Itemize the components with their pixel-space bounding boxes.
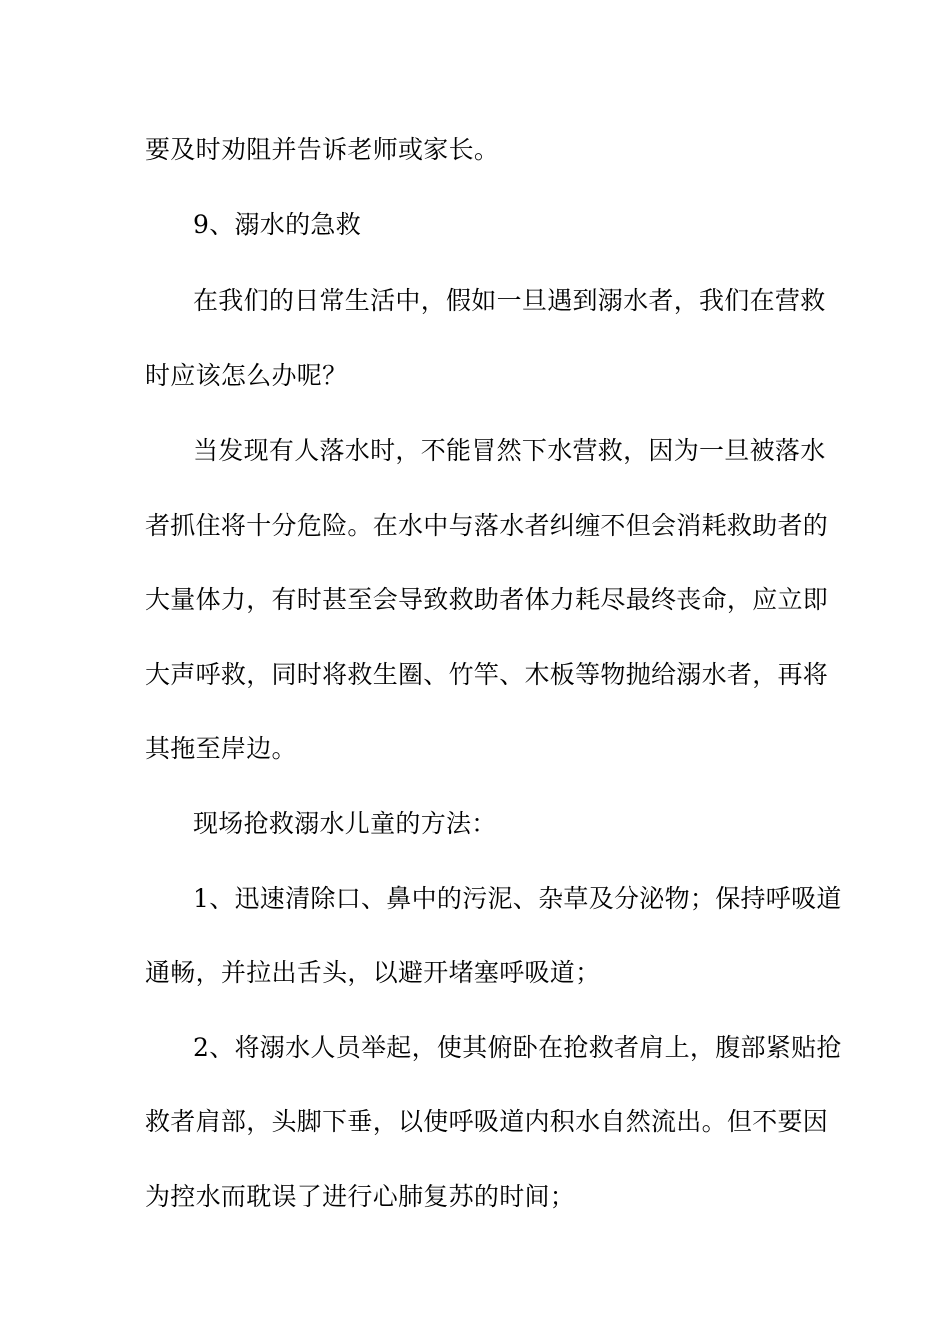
paragraph-line: 在我们的日常生活中，假如一旦遇到溺水者，我们在营救 xyxy=(193,286,826,315)
paragraph-line: 要及时劝阻并告诉老师或家长。 xyxy=(145,135,500,164)
list-item-continuation: 救者肩部，头脚下垂，以使呼吸道内积水自然流出。但不要因 xyxy=(145,1107,829,1136)
paragraph-line: 大声呼救，同时将救生圈、竹竿、木板等物抛给溺水者，再将 xyxy=(145,660,829,689)
section-heading: 9、溺水的急救 xyxy=(193,210,362,239)
list-item: 2、将溺水人员举起，使其俯卧在抢救者肩上，腹部紧贴抢 xyxy=(193,1033,842,1062)
list-item-continuation: 为控水而耽误了进行心肺复苏的时间； xyxy=(145,1182,576,1211)
paragraph-line: 时应该怎么办呢？ xyxy=(145,361,348,390)
paragraph-line: 其拖至岸边。 xyxy=(145,734,297,763)
paragraph-line: 者抓住将十分危险。在水中与落水者纠缠不但会消耗救助者的 xyxy=(145,511,829,540)
list-item-continuation: 通畅，并拉出舌头，以避开堵塞呼吸道； xyxy=(145,958,601,987)
list-item: 1、迅速清除口、鼻中的污泥、杂草及分泌物；保持呼吸道 xyxy=(193,884,842,913)
paragraph-line: 大量体力，有时甚至会导致救助者体力耗尽最终丧命，应立即 xyxy=(145,585,829,614)
paragraph-line: 当发现有人落水时，不能冒然下水营救，因为一旦被落水 xyxy=(193,436,826,465)
paragraph-line: 现场抢救溺水儿童的方法： xyxy=(193,809,497,838)
